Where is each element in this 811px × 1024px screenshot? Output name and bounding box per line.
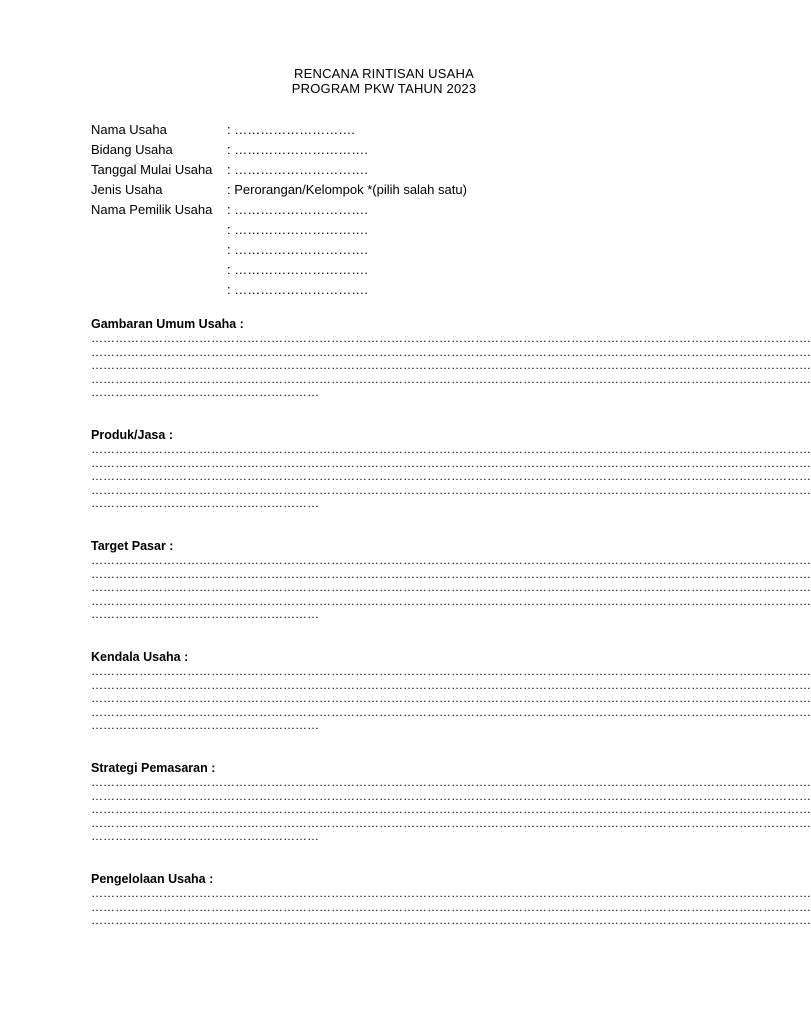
info-row-nama-usaha: [91, 123, 691, 143]
dotted-line: ………………………………………………………………………………………………………………………………………………………………: [91, 802, 811, 816]
info-label: Nama Usaha: [91, 122, 167, 137]
info-row-bidang-usaha: [91, 143, 691, 163]
dotted-line: ………………………………………………………………………………………………………………………………………………………………: [91, 455, 811, 470]
dotted-line-short: …………………………………………………: [91, 385, 319, 399]
section-gambaran-umum: [91, 317, 811, 400]
section-title: Produk/Jasa :: [91, 428, 173, 442]
dotted-line: ………………………………………………………………………………………………………………………………………………………………: [91, 899, 811, 914]
info-row-pemilik-4: [91, 263, 691, 283]
info-value: : ………………………….: [227, 162, 368, 177]
dotted-line: ………………………………………………………………………………………………………………………………………………………………: [91, 580, 811, 594]
info-value: : ……………………….: [227, 122, 355, 137]
info-row-tanggal-mulai: [91, 163, 691, 183]
business-info-block: [91, 123, 691, 303]
info-row-pemilik-2: [91, 223, 691, 243]
info-label: [91, 283, 227, 303]
dotted-line: ………………………………………………………………………………………………………………………………………………………………: [91, 469, 811, 483]
dotted-line: ………………………………………………………………………………………………………………………………………………………………: [91, 371, 811, 386]
dotted-line: ………………………………………………………………………………………………………………………………………………………………: [91, 788, 811, 803]
dotted-line: ………………………………………………………………………………………………………………………………………………………………: [91, 331, 811, 345]
info-value: : ………………………….: [227, 282, 368, 297]
dotted-line: ………………………………………………………………………………………………………………………………………………………………: [91, 677, 811, 692]
section-title: Kendala Usaha :: [91, 650, 189, 664]
dotted-line: ………………………………………………………………………………………………………………………………………………………………: [91, 553, 811, 567]
info-row-jenis-usaha: [91, 183, 691, 203]
dotted-line: ………………………………………………………………………………………………………………………………………………………………: [91, 664, 811, 678]
dotted-line: ………………………………………………………………………………………………………………………………………………………………: [91, 815, 811, 830]
info-value: : ………………………….: [227, 262, 368, 277]
info-value: : ………………………….: [227, 222, 368, 237]
info-value: : ………………………….: [227, 242, 368, 257]
dotted-line-short: …………………………………………………: [91, 607, 319, 621]
dotted-line-short: …………………………………………………: [91, 829, 319, 843]
section-strategi-pemasaran: [91, 761, 811, 844]
dotted-line: ………………………………………………………………………………………………………………………………………………………………: [91, 593, 811, 608]
section-pengelolaan-usaha: [91, 872, 811, 928]
info-row-pemilik-5: [91, 283, 691, 303]
info-value: : ………………………….: [227, 202, 368, 217]
info-label: Tanggal Mulai Usaha: [91, 162, 213, 177]
section-target-pasar: [91, 539, 811, 622]
info-row-nama-pemilik: [91, 203, 691, 223]
info-label: Nama Pemilik Usaha: [91, 202, 213, 217]
section-title: Pengelolaan Usaha :: [91, 872, 214, 886]
dotted-line: ………………………………………………………………………………………………………………………………………………………………: [91, 358, 811, 372]
info-label: [91, 243, 227, 263]
dotted-line: ………………………………………………………………………………………………………………………………………………………………: [91, 691, 811, 705]
document-title: RENCANA RINTISAN USAHA: [294, 66, 474, 81]
info-value: : Perorangan/Kelompok *(pilih salah satu): [227, 182, 467, 197]
info-label: Bidang Usaha: [91, 142, 173, 157]
section-kendala-usaha: [91, 650, 811, 733]
info-label: Jenis Usaha: [91, 182, 163, 197]
dotted-line: ………………………………………………………………………………………………………………………………………………………………: [91, 886, 811, 900]
dotted-line: ………………………………………………………………………………………………………………………………………………………………: [91, 344, 811, 359]
section-produk-jasa: [91, 428, 811, 511]
info-label: [91, 263, 227, 283]
dotted-line: ………………………………………………………………………………………………………………………………………………………………: [91, 482, 811, 497]
section-title: Strategi Pemasaran :: [91, 761, 216, 775]
document-subtitle: PROGRAM PKW TAHUN 2023: [291, 81, 477, 96]
info-label: [91, 223, 227, 243]
dotted-line: ………………………………………………………………………………………………………………………………………………………………: [91, 566, 811, 581]
dotted-line-short: …………………………………………………: [91, 496, 319, 510]
info-value: : ………………………….: [227, 142, 368, 157]
dotted-line: ………………………………………………………………………………………………………………………………………………………………: [91, 913, 811, 927]
dotted-line: ………………………………………………………………………………………………………………………………………………………………: [91, 704, 811, 719]
info-row-pemilik-3: [91, 243, 691, 263]
dotted-line-short: …………………………………………………: [91, 718, 319, 732]
dotted-line: ………………………………………………………………………………………………………………………………………………………………: [91, 442, 811, 456]
section-title: Gambaran Umum Usaha :: [91, 317, 244, 331]
section-title: Target Pasar :: [91, 539, 174, 553]
dotted-line: ………………………………………………………………………………………………………………………………………………………………: [91, 775, 811, 789]
